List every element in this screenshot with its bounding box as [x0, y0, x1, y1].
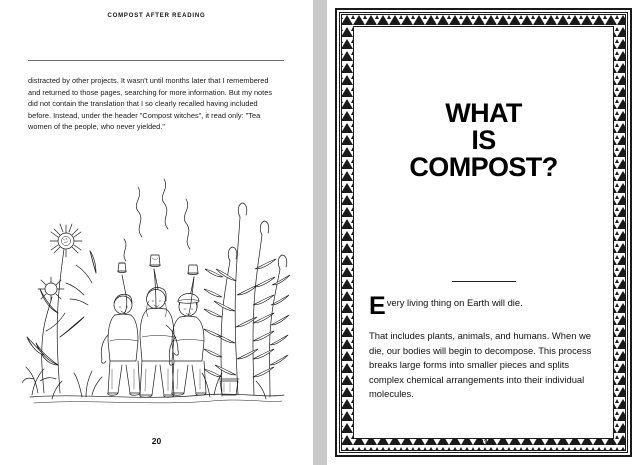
- right-page: [327, 0, 640, 465]
- chapter-title: [369, 100, 598, 181]
- section-divider-rule: [452, 281, 516, 282]
- chapter-title-line-1: WHAT: [445, 98, 522, 128]
- chapter-title-line-3: COMPOST?: [409, 152, 558, 182]
- right-page-body: [369, 292, 597, 413]
- right-page-number: 21: [478, 437, 489, 447]
- left-page: [0, 0, 313, 465]
- header-rule: [28, 60, 284, 61]
- ink-drawing-three-figures-toasting-among-tall-plants: [22, 165, 292, 420]
- first-paragraph: [369, 292, 597, 320]
- chapter-title-line-2: IS: [471, 125, 496, 155]
- first-paragraph-text: very living thing on Earth will die.: [386, 297, 523, 308]
- left-page-body-text: distracted by other projects. It wasn't until months later that I remembered and returned to those pages, searching for more information. But my notes did not contain the translation that I so clearly recalled having included before. Instead, under the header "Compost witches", it read only: "Tea women of the people, who never yielded.": [28, 76, 273, 132]
- second-paragraph: That includes plants, animals, and humans. When we die, our bodies will begin to decompose. This process breaks large forms into smaller pieces and splits complex chemical arrangements into their individual molecules.: [369, 330, 592, 400]
- running-head: COMPOST AFTER READING: [107, 13, 206, 19]
- book-gutter: [313, 0, 327, 465]
- left-page-number: 20: [151, 436, 162, 446]
- drop-cap: E: [369, 292, 386, 320]
